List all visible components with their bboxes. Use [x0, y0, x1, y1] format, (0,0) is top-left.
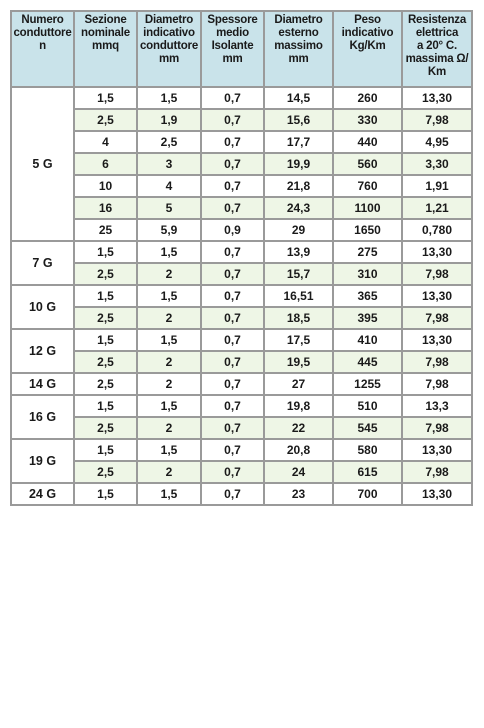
- peso-indicativo-cell: 330: [333, 109, 402, 131]
- header-line: conduttore: [139, 40, 199, 52]
- resistenza-elettrica-cell: 13,30: [402, 241, 472, 263]
- sezione-nominale-cell: 1,5: [74, 285, 137, 307]
- table-row: [11, 109, 472, 131]
- diametro-esterno-cell: 29: [264, 219, 333, 241]
- header-line: mm: [288, 53, 309, 65]
- peso-indicativo-cell: 395: [333, 307, 402, 329]
- sezione-nominale-cell: 16: [74, 197, 137, 219]
- sezione-nominale-cell: 2,5: [74, 461, 137, 483]
- resistenza-elettrica-cell: 1,91: [402, 175, 472, 197]
- sezione-nominale-cell: 2,5: [74, 417, 137, 439]
- header-line: Kg/Km: [349, 40, 386, 52]
- header-line: Diametro: [274, 14, 323, 26]
- resistenza-elettrica-cell: 7,98: [402, 461, 472, 483]
- diametro-esterno-cell: 13,9: [264, 241, 333, 263]
- resistenza-elettrica-cell: 7,98: [402, 263, 472, 285]
- diametro-conduttore-cell: 1,5: [137, 395, 201, 417]
- diametro-conduttore-cell: 2: [137, 263, 201, 285]
- header-line: massima Ω/: [405, 53, 469, 65]
- spessore-isolante-cell: 0,7: [201, 153, 264, 175]
- diametro-esterno-cell: 20,8: [264, 439, 333, 461]
- resistenza-elettrica-cell: 13,30: [402, 87, 472, 109]
- sezione-nominale-cell: 2,5: [74, 263, 137, 285]
- conductor-count-cell: 12 G: [11, 329, 74, 373]
- spessore-isolante-cell: 0,7: [201, 439, 264, 461]
- cable-spec-table: [10, 10, 473, 506]
- conductor-count-cell: 24 G: [11, 483, 74, 505]
- spessore-isolante-cell: 0,7: [201, 417, 264, 439]
- table-row: [11, 373, 472, 395]
- spessore-isolante-cell: 0,7: [201, 175, 264, 197]
- diametro-conduttore-cell: 2: [137, 307, 201, 329]
- header-line: indicativo: [143, 27, 195, 39]
- table-row: [11, 417, 472, 439]
- conductor-count-cell: 5 G: [11, 87, 74, 241]
- diametro-esterno-cell: 14,5: [264, 87, 333, 109]
- sezione-nominale-cell: 1,5: [74, 87, 137, 109]
- table-row: [11, 241, 472, 263]
- spessore-isolante-cell: 0,9: [201, 219, 264, 241]
- diametro-conduttore-cell: 2: [137, 461, 201, 483]
- table-row: [11, 131, 472, 153]
- header-diametro-esterno: [264, 11, 333, 87]
- table-row: [11, 175, 472, 197]
- peso-indicativo-cell: 440: [333, 131, 402, 153]
- diametro-esterno-cell: 15,6: [264, 109, 333, 131]
- peso-indicativo-cell: 560: [333, 153, 402, 175]
- header-line: n: [39, 40, 46, 52]
- sezione-nominale-cell: 2,5: [74, 373, 137, 395]
- header-line: mmq: [92, 40, 119, 52]
- diametro-esterno-cell: 17,5: [264, 329, 333, 351]
- diametro-conduttore-cell: 1,5: [137, 285, 201, 307]
- sezione-nominale-cell: 2,5: [74, 307, 137, 329]
- conductor-count-cell: 16 G: [11, 395, 74, 439]
- diametro-esterno-cell: 24: [264, 461, 333, 483]
- diametro-esterno-cell: 24,3: [264, 197, 333, 219]
- conductor-count-cell: 10 G: [11, 285, 74, 329]
- sezione-nominale-cell: 2,5: [74, 351, 137, 373]
- header-line: Numero: [21, 14, 64, 26]
- table-row: [11, 87, 472, 109]
- peso-indicativo-cell: 365: [333, 285, 402, 307]
- resistenza-elettrica-cell: 7,98: [402, 351, 472, 373]
- spessore-isolante-cell: 0,7: [201, 263, 264, 285]
- diametro-conduttore-cell: 2,5: [137, 131, 201, 153]
- peso-indicativo-cell: 545: [333, 417, 402, 439]
- header-line: conduttore: [13, 27, 72, 39]
- header-sezione-nominale: [74, 11, 137, 87]
- table-row: [11, 285, 472, 307]
- sezione-nominale-cell: 1,5: [74, 395, 137, 417]
- sezione-nominale-cell: 1,5: [74, 241, 137, 263]
- peso-indicativo-cell: 510: [333, 395, 402, 417]
- diametro-conduttore-cell: 1,5: [137, 87, 201, 109]
- conductor-count-cell: 14 G: [11, 373, 74, 395]
- spessore-isolante-cell: 0,7: [201, 483, 264, 505]
- resistenza-elettrica-cell: 13,30: [402, 285, 472, 307]
- diametro-conduttore-cell: 1,5: [137, 439, 201, 461]
- resistenza-elettrica-cell: 7,98: [402, 373, 472, 395]
- peso-indicativo-cell: 410: [333, 329, 402, 351]
- spessore-isolante-cell: 0,7: [201, 285, 264, 307]
- spessore-isolante-cell: 0,7: [201, 351, 264, 373]
- header-line: mm: [222, 53, 243, 65]
- header-spessore-medio: [201, 11, 264, 87]
- resistenza-elettrica-cell: 13,30: [402, 483, 472, 505]
- header-line: esterno: [278, 27, 319, 39]
- diametro-esterno-cell: 27: [264, 373, 333, 395]
- resistenza-elettrica-cell: 13,3: [402, 395, 472, 417]
- table-row: [11, 263, 472, 285]
- resistenza-elettrica-cell: 7,98: [402, 307, 472, 329]
- peso-indicativo-cell: 580: [333, 439, 402, 461]
- spessore-isolante-cell: 0,7: [201, 241, 264, 263]
- header-line: Peso: [354, 14, 381, 26]
- conductor-count-cell: 19 G: [11, 439, 74, 483]
- diametro-conduttore-cell: 2: [137, 417, 201, 439]
- diametro-conduttore-cell: 1,5: [137, 241, 201, 263]
- sezione-nominale-cell: 2,5: [74, 109, 137, 131]
- resistenza-elettrica-cell: 13,30: [402, 439, 472, 461]
- diametro-esterno-cell: 19,5: [264, 351, 333, 373]
- diametro-conduttore-cell: 3: [137, 153, 201, 175]
- resistenza-elettrica-cell: 3,30: [402, 153, 472, 175]
- peso-indicativo-cell: 1255: [333, 373, 402, 395]
- resistenza-elettrica-cell: 1,21: [402, 197, 472, 219]
- peso-indicativo-cell: 260: [333, 87, 402, 109]
- diametro-conduttore-cell: 1,9: [137, 109, 201, 131]
- table-body: [11, 87, 472, 505]
- spessore-isolante-cell: 0,7: [201, 373, 264, 395]
- spessore-isolante-cell: 0,7: [201, 461, 264, 483]
- spessore-isolante-cell: 0,7: [201, 197, 264, 219]
- header-line: Resistenza: [407, 14, 467, 26]
- resistenza-elettrica-cell: 7,98: [402, 109, 472, 131]
- header-line: massimo: [274, 40, 323, 52]
- diametro-conduttore-cell: 2: [137, 373, 201, 395]
- header-line: medio: [216, 27, 249, 39]
- table-row: [11, 197, 472, 219]
- diametro-esterno-cell: 16,51: [264, 285, 333, 307]
- diametro-conduttore-cell: 1,5: [137, 483, 201, 505]
- table-row: [11, 395, 472, 417]
- diametro-esterno-cell: 19,8: [264, 395, 333, 417]
- header-line: indicativo: [341, 27, 394, 39]
- header-line: Km: [427, 66, 447, 78]
- header-numero-conduttore: [11, 11, 74, 87]
- header-line: mm: [158, 53, 180, 65]
- conductor-count-cell: 7 G: [11, 241, 74, 285]
- peso-indicativo-cell: 760: [333, 175, 402, 197]
- sezione-nominale-cell: 1,5: [74, 439, 137, 461]
- header-line: Diametro: [144, 14, 194, 26]
- table-row: [11, 329, 472, 351]
- table-row: [11, 219, 472, 241]
- spessore-isolante-cell: 0,7: [201, 109, 264, 131]
- resistenza-elettrica-cell: 7,98: [402, 417, 472, 439]
- header-line: nominale: [81, 27, 130, 39]
- header-row: [11, 11, 472, 87]
- resistenza-elettrica-cell: 0,780: [402, 219, 472, 241]
- header-resistenza-elettrica: [402, 11, 472, 87]
- header-line: Spessore: [207, 14, 258, 26]
- peso-indicativo-cell: 445: [333, 351, 402, 373]
- diametro-conduttore-cell: 5,9: [137, 219, 201, 241]
- diametro-conduttore-cell: 2: [137, 351, 201, 373]
- diametro-conduttore-cell: 1,5: [137, 329, 201, 351]
- header-diametro-indicativo: [137, 11, 201, 87]
- header-line: Isolante: [211, 40, 254, 52]
- table-row: [11, 153, 472, 175]
- sezione-nominale-cell: 1,5: [74, 329, 137, 351]
- spessore-isolante-cell: 0,7: [201, 395, 264, 417]
- peso-indicativo-cell: 700: [333, 483, 402, 505]
- header-line: Sezione: [84, 14, 127, 26]
- peso-indicativo-cell: 1650: [333, 219, 402, 241]
- diametro-esterno-cell: 15,7: [264, 263, 333, 285]
- cable-spec-table-container: [10, 10, 471, 506]
- spessore-isolante-cell: 0,7: [201, 131, 264, 153]
- peso-indicativo-cell: 1100: [333, 197, 402, 219]
- resistenza-elettrica-cell: 4,95: [402, 131, 472, 153]
- table-row: [11, 307, 472, 329]
- sezione-nominale-cell: 25: [74, 219, 137, 241]
- spessore-isolante-cell: 0,7: [201, 87, 264, 109]
- diametro-esterno-cell: 22: [264, 417, 333, 439]
- table-row: [11, 483, 472, 505]
- spessore-isolante-cell: 0,7: [201, 307, 264, 329]
- header-line: elettrica: [415, 27, 459, 39]
- table-row: [11, 351, 472, 373]
- diametro-esterno-cell: 23: [264, 483, 333, 505]
- spessore-isolante-cell: 0,7: [201, 329, 264, 351]
- table-row: [11, 439, 472, 461]
- diametro-conduttore-cell: 5: [137, 197, 201, 219]
- header-line: a 20° C.: [416, 40, 458, 52]
- sezione-nominale-cell: 4: [74, 131, 137, 153]
- diametro-conduttore-cell: 4: [137, 175, 201, 197]
- sezione-nominale-cell: 10: [74, 175, 137, 197]
- sezione-nominale-cell: 1,5: [74, 483, 137, 505]
- peso-indicativo-cell: 615: [333, 461, 402, 483]
- diametro-esterno-cell: 17,7: [264, 131, 333, 153]
- table-row: [11, 461, 472, 483]
- peso-indicativo-cell: 310: [333, 263, 402, 285]
- diametro-esterno-cell: 19,9: [264, 153, 333, 175]
- resistenza-elettrica-cell: 13,30: [402, 329, 472, 351]
- diametro-esterno-cell: 18,5: [264, 307, 333, 329]
- diametro-esterno-cell: 21,8: [264, 175, 333, 197]
- header-peso-indicativo: [333, 11, 402, 87]
- peso-indicativo-cell: 275: [333, 241, 402, 263]
- sezione-nominale-cell: 6: [74, 153, 137, 175]
